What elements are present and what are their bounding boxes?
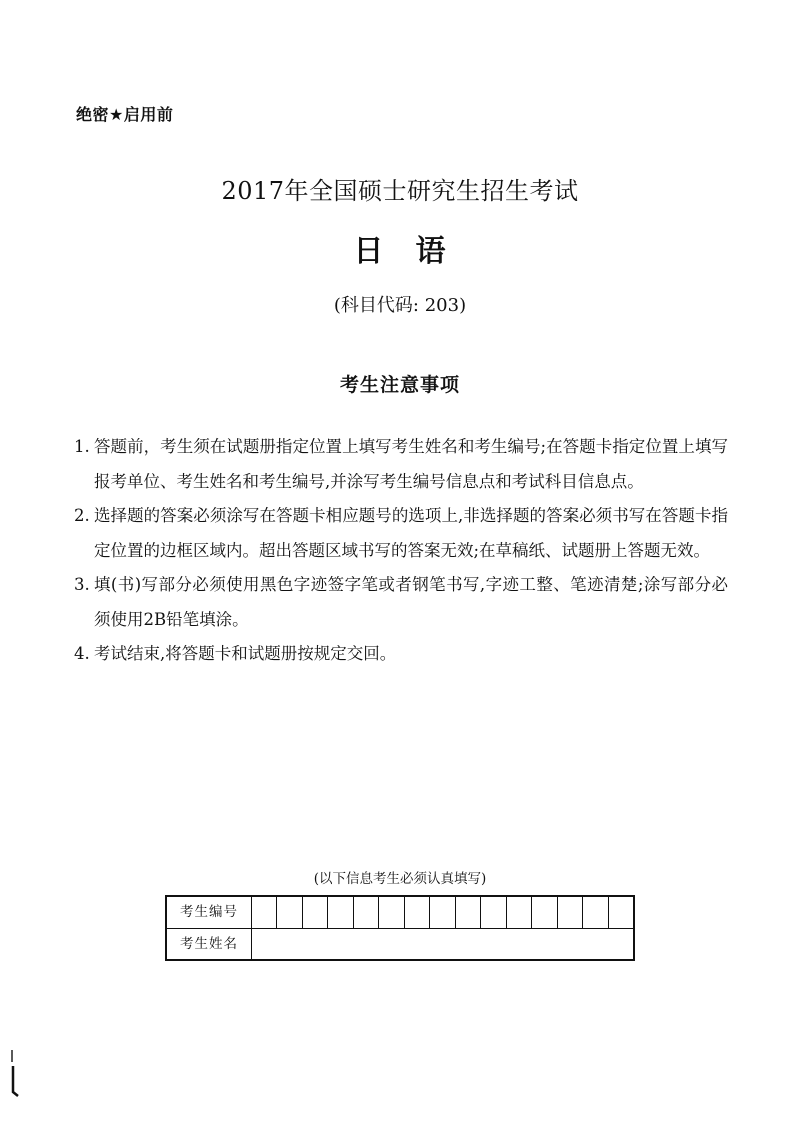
candidate-number-digit-box[interactable] xyxy=(456,897,481,928)
scan-margin-marks xyxy=(8,1048,22,1098)
candidate-number-digit-box[interactable] xyxy=(328,897,353,928)
note-number: 1. xyxy=(74,437,90,456)
note-item xyxy=(74,499,728,568)
candidate-number-boxes xyxy=(252,897,633,928)
candidate-number-digit-box[interactable] xyxy=(558,897,583,928)
note-text: 答题前，考生须在试题册指定位置上填写考生姓名和考生编号;在答题卡指定位置上填写报考单位、考生姓名和考生编号,并涂写考生编号信息点和考试科目信息点。 xyxy=(94,437,728,491)
note-number: 3. xyxy=(74,575,90,594)
candidate-number-digit-box[interactable] xyxy=(481,897,506,928)
candidate-number-digit-box[interactable] xyxy=(583,897,608,928)
note-item xyxy=(74,568,728,637)
candidate-name-field[interactable] xyxy=(252,929,633,960)
subject-title: 日 语 xyxy=(353,234,447,269)
candidate-number-row xyxy=(167,897,633,929)
note-text: 考试结束,将答题卡和试题册按规定交回。 xyxy=(94,644,397,663)
info-form-caption: (以下信息考生必须认真填写) xyxy=(313,871,487,887)
notes-list xyxy=(74,430,728,672)
candidate-number-digit-box[interactable] xyxy=(379,897,404,928)
note-item xyxy=(74,430,728,499)
note-text: 填(书)写部分必须使用黑色字迹签字笔或者钢笔书写,字迹工整、笔迹清楚;涂写部分必须使用2B铅笔填涂。 xyxy=(94,575,728,629)
note-number: 2. xyxy=(74,506,90,525)
exam-title: 2017年全国硕士研究生招生考试 xyxy=(221,177,579,205)
subject-code: (科目代码: 203) xyxy=(333,295,467,316)
candidate-number-digit-box[interactable] xyxy=(532,897,557,928)
candidate-number-digit-box[interactable] xyxy=(303,897,328,928)
candidate-number-digit-box[interactable] xyxy=(430,897,455,928)
note-number: 4. xyxy=(74,644,90,663)
note-item xyxy=(74,637,728,672)
candidate-number-digit-box[interactable] xyxy=(405,897,430,928)
notes-heading: 考生注意事项 xyxy=(339,374,460,396)
candidate-name-label: 考生姓名 xyxy=(167,929,252,960)
candidate-name-row xyxy=(167,929,633,960)
candidate-number-digit-box[interactable] xyxy=(609,897,633,928)
candidate-number-digit-box[interactable] xyxy=(277,897,302,928)
candidate-number-label: 考生编号 xyxy=(167,897,252,928)
confidentiality-mark: 绝密★启用前 xyxy=(76,105,174,124)
candidate-number-digit-box[interactable] xyxy=(252,897,277,928)
candidate-number-digit-box[interactable] xyxy=(507,897,532,928)
candidate-number-digit-box[interactable] xyxy=(354,897,379,928)
note-text: 选择题的答案必须涂写在答题卡相应题号的选项上,非选择题的答案必须书写在答题卡指定位置的边框区域内。超出答题区域书写的答案无效;在草稿纸、试题册上答题无效。 xyxy=(94,506,728,560)
candidate-info-table xyxy=(165,895,635,961)
